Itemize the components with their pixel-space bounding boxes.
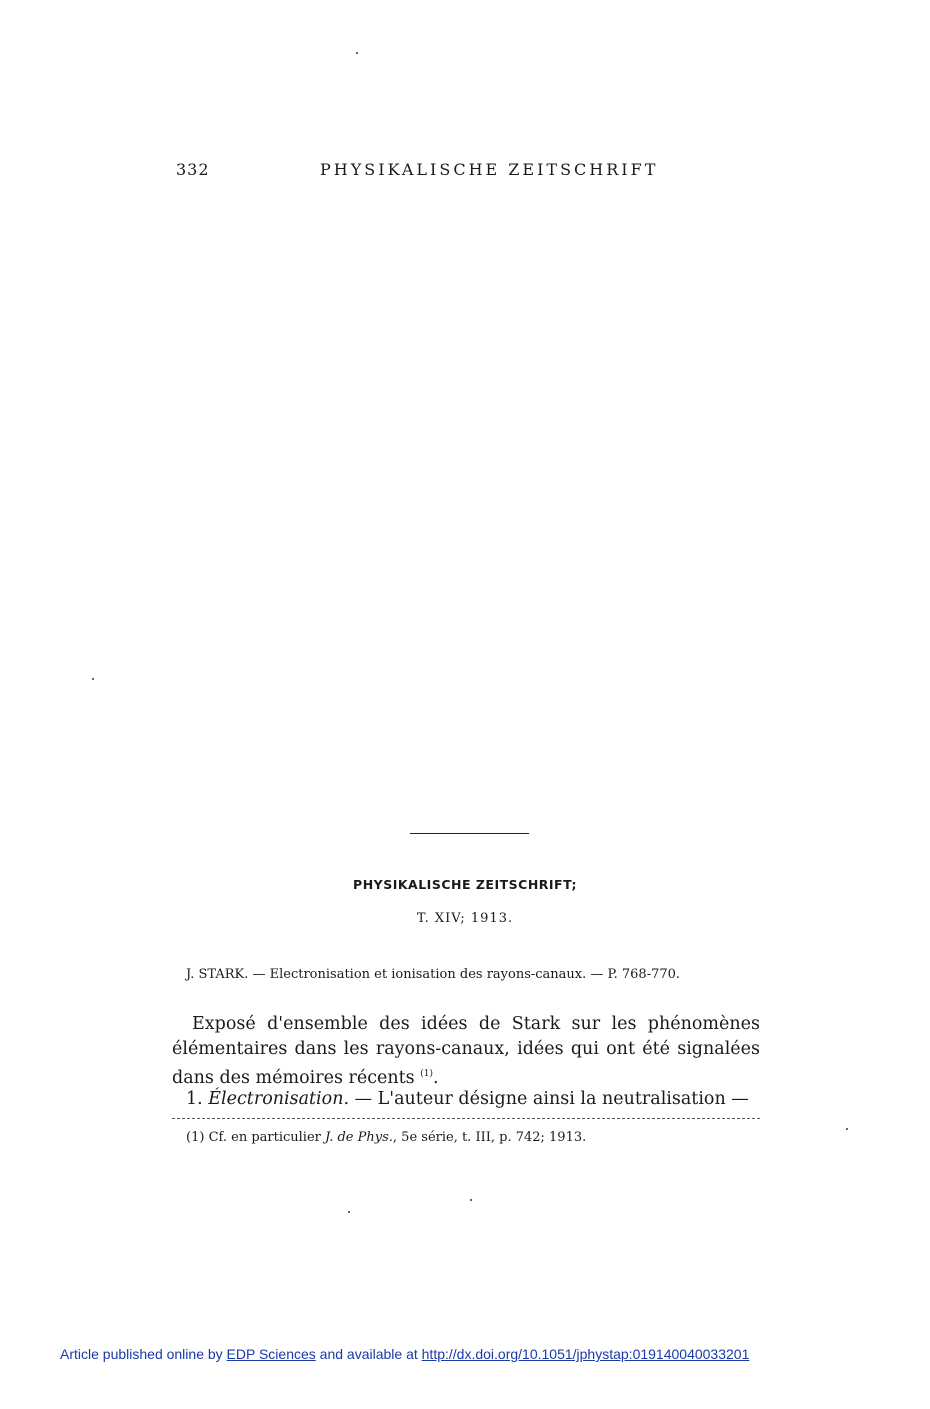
footnote-reference: (1)	[420, 1069, 433, 1079]
scan-speck	[92, 678, 94, 680]
banner-prefix: Article published online by	[60, 1346, 223, 1362]
footnote-rule	[172, 1118, 760, 1119]
section-divider	[410, 833, 529, 834]
paragraph-1-text: Exposé d'ensemble des idées de Stark sur les phénomènes élémentaires dans les rayons-canaux, idées qui ont été signalées dans des mémoires récents	[172, 1014, 760, 1088]
paragraph-2-term: Électronisation.	[208, 1089, 350, 1109]
paragraph-1-end: .	[433, 1067, 439, 1088]
paragraph-2	[172, 1087, 760, 1112]
article-heading: J. STARK. — Electronisation et ionisation des rayons-canaux. — P. 768-770.	[186, 967, 681, 982]
footnote-prefix: Cf. en particulier	[208, 1130, 321, 1145]
paragraph-1	[172, 1012, 760, 1091]
footnote-journal: J. de Phys.	[325, 1130, 393, 1145]
publisher-link[interactable]: EDP Sciences	[226, 1346, 316, 1362]
doi-link[interactable]: http://dx.doi.org/10.1051/jphystap:019140040033201	[421, 1346, 750, 1362]
scan-speck	[356, 52, 358, 54]
footnote	[186, 1130, 586, 1145]
scan-speck	[348, 1211, 350, 1213]
publication-banner	[60, 1346, 749, 1362]
volume-line: T. XIV; 1913.	[416, 911, 514, 926]
footnote-rest: , 5e série, t. III, p. 742; 1913.	[392, 1130, 587, 1145]
scan-speck	[846, 1128, 848, 1130]
scan-speck	[470, 1199, 472, 1201]
journal-title: PHYSIKALISCHE ZEITSCHRIFT;	[353, 877, 577, 892]
banner-middle: and available at	[319, 1346, 418, 1362]
page-number: 332	[176, 160, 210, 179]
paragraph-2-number: 1.	[186, 1089, 203, 1109]
footnote-marker: (1)	[186, 1130, 205, 1145]
running-title: PHYSIKALISCHE ZEITSCHRIFT	[320, 160, 659, 179]
paragraph-2-text: — L'auteur désigne ainsi la neutralisation —	[354, 1089, 749, 1109]
